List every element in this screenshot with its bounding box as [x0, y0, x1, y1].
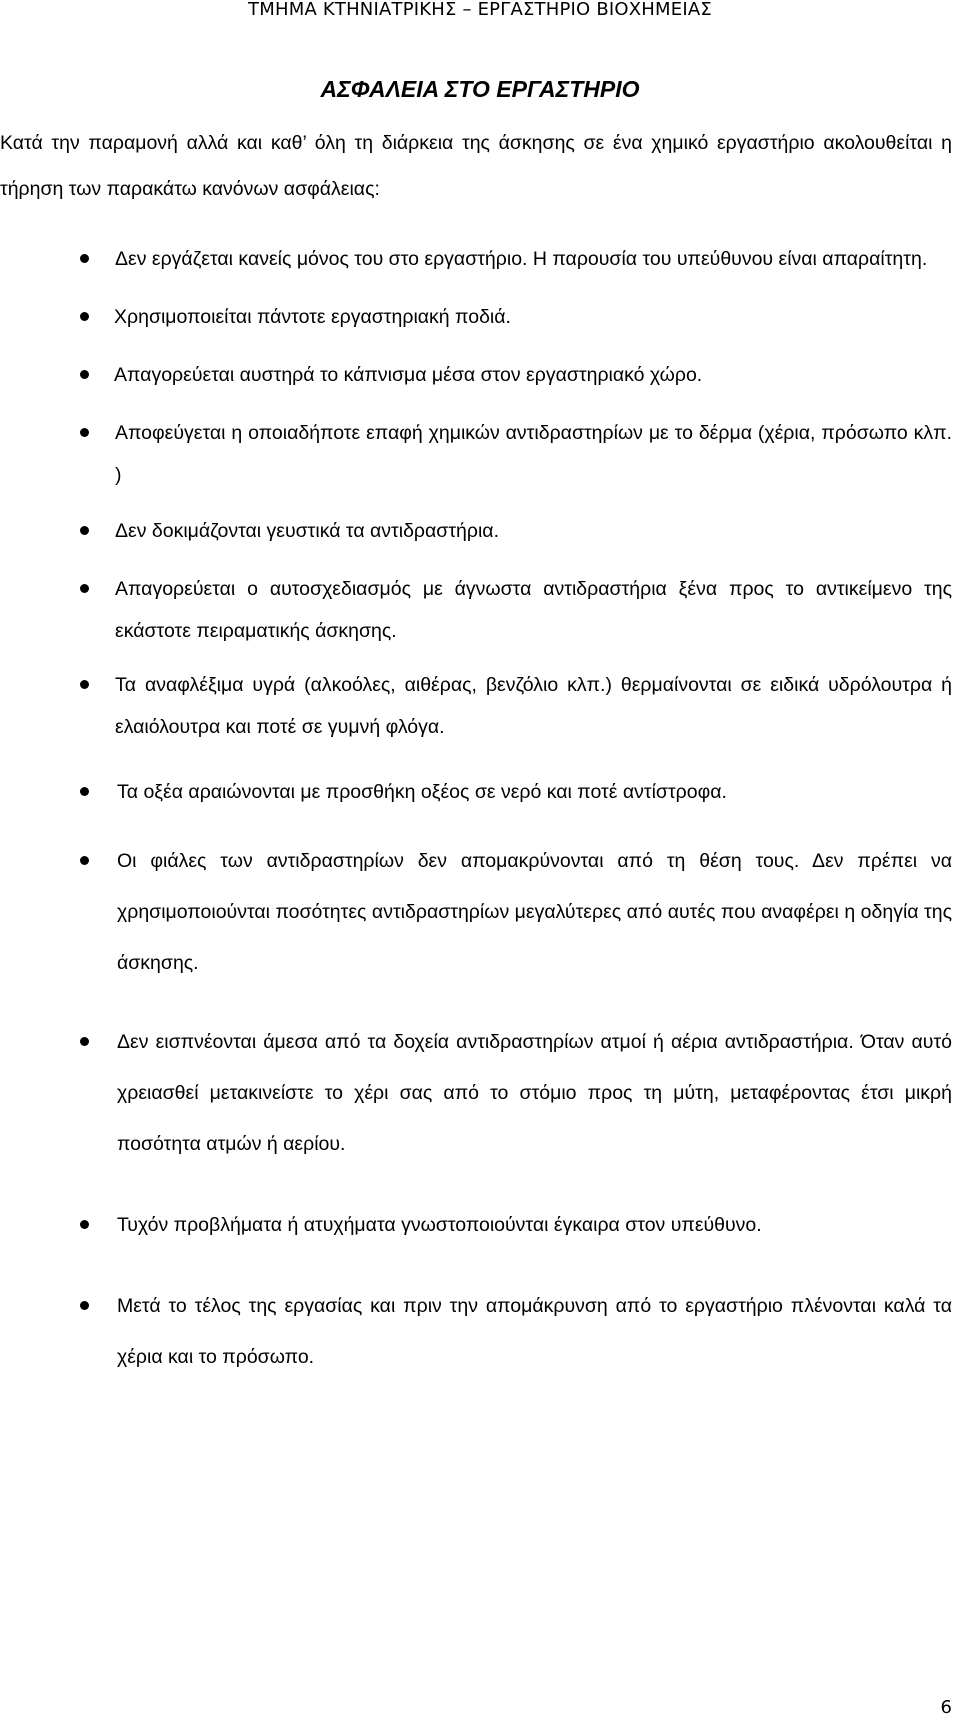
intro-paragraph: Κατά την παραμονή αλλά και καθ’ όλη τη διάρκεια της άσκησης σε ένα χημικό εργαστήριο ακολουθείται η τήρηση των παρακάτω κανόνων ασφάλειας:: [0, 132, 952, 200]
rule-text: Δεν εισπνέονται άμεσα από τα δοχεία αντιδραστηρίων ατμοί ή αέρια αντιδραστήρια. Όταν αυτό χρειασθεί μετακινείστε το χέρι σας από το στόμιο προς τη μύτη, μεταφέροντας έτσι μικρή ποσότητα ατμών ή αερίου.: [117, 1031, 952, 1155]
bullet-icon: [80, 312, 89, 321]
list-item: [0, 1281, 952, 1383]
rule-text: Αποφεύγεται η οποιαδήποτε επαφή χημικών αντιδραστηρίων με το δέρμα (χέρια, πρόσωπο κλπ. ): [115, 422, 952, 486]
bullet-icon: [80, 1301, 89, 1310]
document-title: ΑΣΦΑΛΕΙΑ ΣΤΟ ΕΡΓΑΣΤΗΡΙΟ: [320, 76, 640, 102]
rule-text: Μετά το τέλος της εργασίας και πριν την απομάκρυνση από το εργαστήριο πλένονται καλά τα χέρια και το πρόσωπο.: [117, 1295, 952, 1368]
rule-text: Δεν δοκιμάζονται γευστικά τα αντιδραστήρια.: [115, 520, 499, 542]
bullet-icon: [80, 370, 89, 379]
safety-rules-list: [0, 238, 952, 1383]
rule-text: Δεν εργάζεται κανείς μόνος του στο εργαστήριο. Η παρουσία του υπεύθυνου είναι απαραίτητη.: [115, 248, 928, 270]
list-item: [0, 770, 952, 814]
list-item: [0, 510, 952, 552]
rule-text: Τα αναφλέξιμα υγρά (αλκοόλες, αιθέρας, βενζόλιο κλπ.) θερμαίνονται σε ειδικά υδρόλουτρα ή ελαιόλουτρα και ποτέ σε γυμνή φλόγα.: [115, 674, 952, 738]
list-item: [0, 296, 952, 338]
rule-text: Οι φιάλες των αντιδραστηρίων δεν απομακρύνονται από τη θέση τους. Δεν πρέπει να χρησιμοποιούνται ποσότητες αντιδραστηρίων μεγαλύτερες από αυτές που αναφέρει η οδηγία της άσκησης.: [117, 850, 952, 974]
bullet-icon: [80, 254, 89, 263]
list-item: [0, 836, 952, 989]
bullet-icon: [80, 428, 89, 437]
list-item: [0, 568, 952, 652]
bullet-icon: [80, 856, 89, 865]
running-header: ΤΜΗΜΑ ΚΤΗΝΙΑΤΡΙΚΗΣ – ΕΡΓΑΣΤΗΡΙΟ ΒΙΟΧΗΜΕΙΑΣ: [248, 0, 712, 20]
bullet-icon: [80, 1037, 89, 1046]
rule-text: Απαγορεύεται αυστηρά το κάπνισμα μέσα στον εργαστηριακό χώρο.: [114, 364, 703, 386]
bullet-icon: [80, 584, 89, 593]
rule-text: Απαγορεύεται ο αυτοσχεδιασμός με άγνωστα αντιδραστήρια ξένα προς το αντικείμενο της εκάστοτε πειραματικής άσκησης.: [115, 578, 952, 642]
bullet-icon: [80, 1220, 89, 1229]
list-item: [0, 354, 952, 396]
rule-text: Τα οξέα αραιώνονται με προσθήκη οξέος σε νερό και ποτέ αντίστροφα.: [117, 781, 727, 803]
list-item: [0, 1200, 952, 1251]
list-item: [0, 412, 952, 496]
bullet-icon: [80, 787, 89, 796]
bullet-icon: [80, 526, 89, 535]
page-number: 6: [940, 1697, 952, 1718]
rule-text: Χρησιμοποιείται πάντοτε εργαστηριακή ποδιά.: [114, 306, 511, 328]
list-item: [0, 664, 952, 748]
rule-text: Τυχόν προβλήματα ή ατυχήματα γνωστοποιούνται έγκαιρα στον υπεύθυνο.: [117, 1214, 762, 1236]
list-item: [0, 1017, 952, 1170]
bullet-icon: [80, 680, 89, 689]
list-item: [0, 238, 952, 280]
